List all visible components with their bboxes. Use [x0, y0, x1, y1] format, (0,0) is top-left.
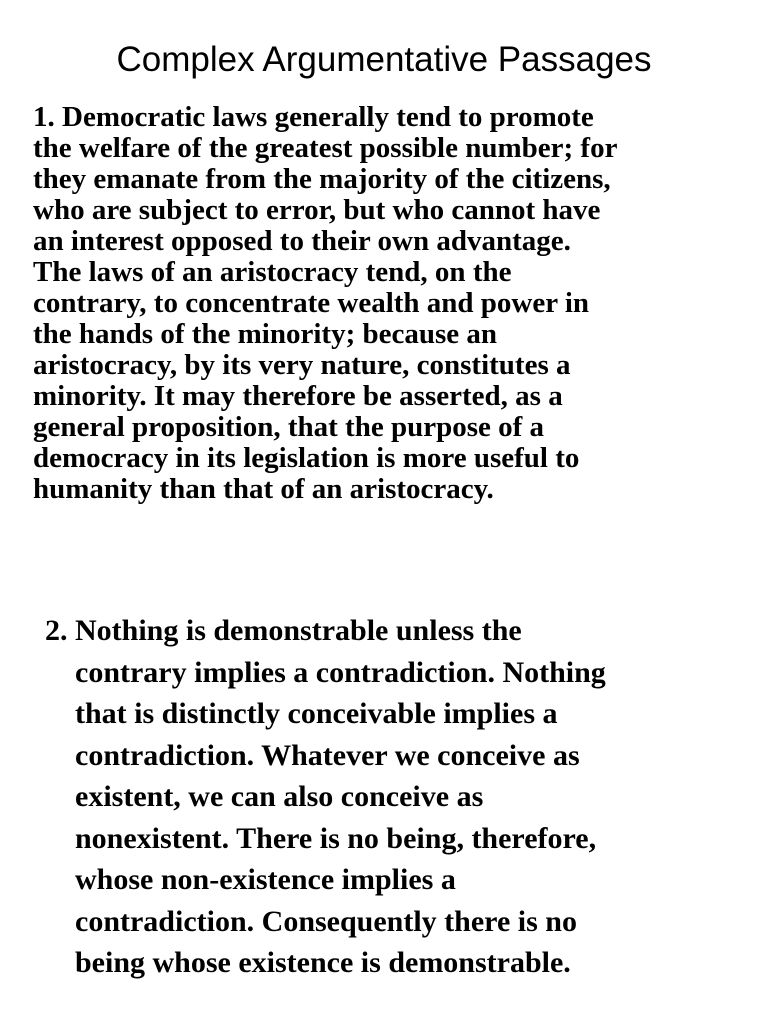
- passage-1-line: humanity than that of an aristocracy.: [33, 473, 494, 505]
- passage-2-line: nonexistent. There is no being, therefore,: [75, 821, 597, 855]
- passage-2-line: whose non-existence implies a: [75, 863, 456, 896]
- passage-1-line: minority. It may therefore be asserted, as a: [33, 380, 563, 412]
- passage-2-line: contrary implies a contradiction. Nothing: [75, 655, 606, 689]
- passage-2-line: contradiction. Consequently there is no: [75, 904, 577, 938]
- passage-1: [33, 102, 743, 505]
- passage-1-line: they emanate from the majority of the citizens,: [33, 163, 611, 195]
- passage-2-line: contradiction. Whatever we conceive as: [75, 738, 580, 772]
- passage-1-line: contrary, to concentrate wealth and power in: [33, 287, 590, 319]
- passage-1-line: the hands of the minority; because an: [33, 318, 498, 350]
- passage-2-line: 2. Nothing is demonstrable unless the: [45, 614, 522, 647]
- passage-1-line: who are subject to error, but who cannot have: [33, 194, 601, 226]
- passage-1-line: 1. Democratic laws generally tend to promote: [33, 101, 594, 133]
- passage-2: [45, 610, 745, 984]
- passage-1-line: democracy in its legislation is more useful to: [33, 442, 580, 474]
- passage-1-line: aristocracy, by its very nature, constitutes a: [33, 349, 571, 381]
- passage-2-line: existent, we can also conceive as: [75, 780, 484, 813]
- passage-2-line: being whose existence is demonstrable.: [75, 946, 571, 979]
- page-title: Complex Argumentative Passages: [116, 40, 652, 79]
- passage-1-line: an interest opposed to their own advantage.: [33, 225, 571, 257]
- passage-1-line: The laws of an aristocracy tend, on the: [33, 256, 512, 288]
- passage-1-line: the welfare of the greatest possible number; for: [33, 132, 618, 164]
- passage-2-line: that is distinctly conceivable implies a: [75, 697, 558, 730]
- passage-1-line: general proposition, that the purpose of a: [33, 411, 545, 443]
